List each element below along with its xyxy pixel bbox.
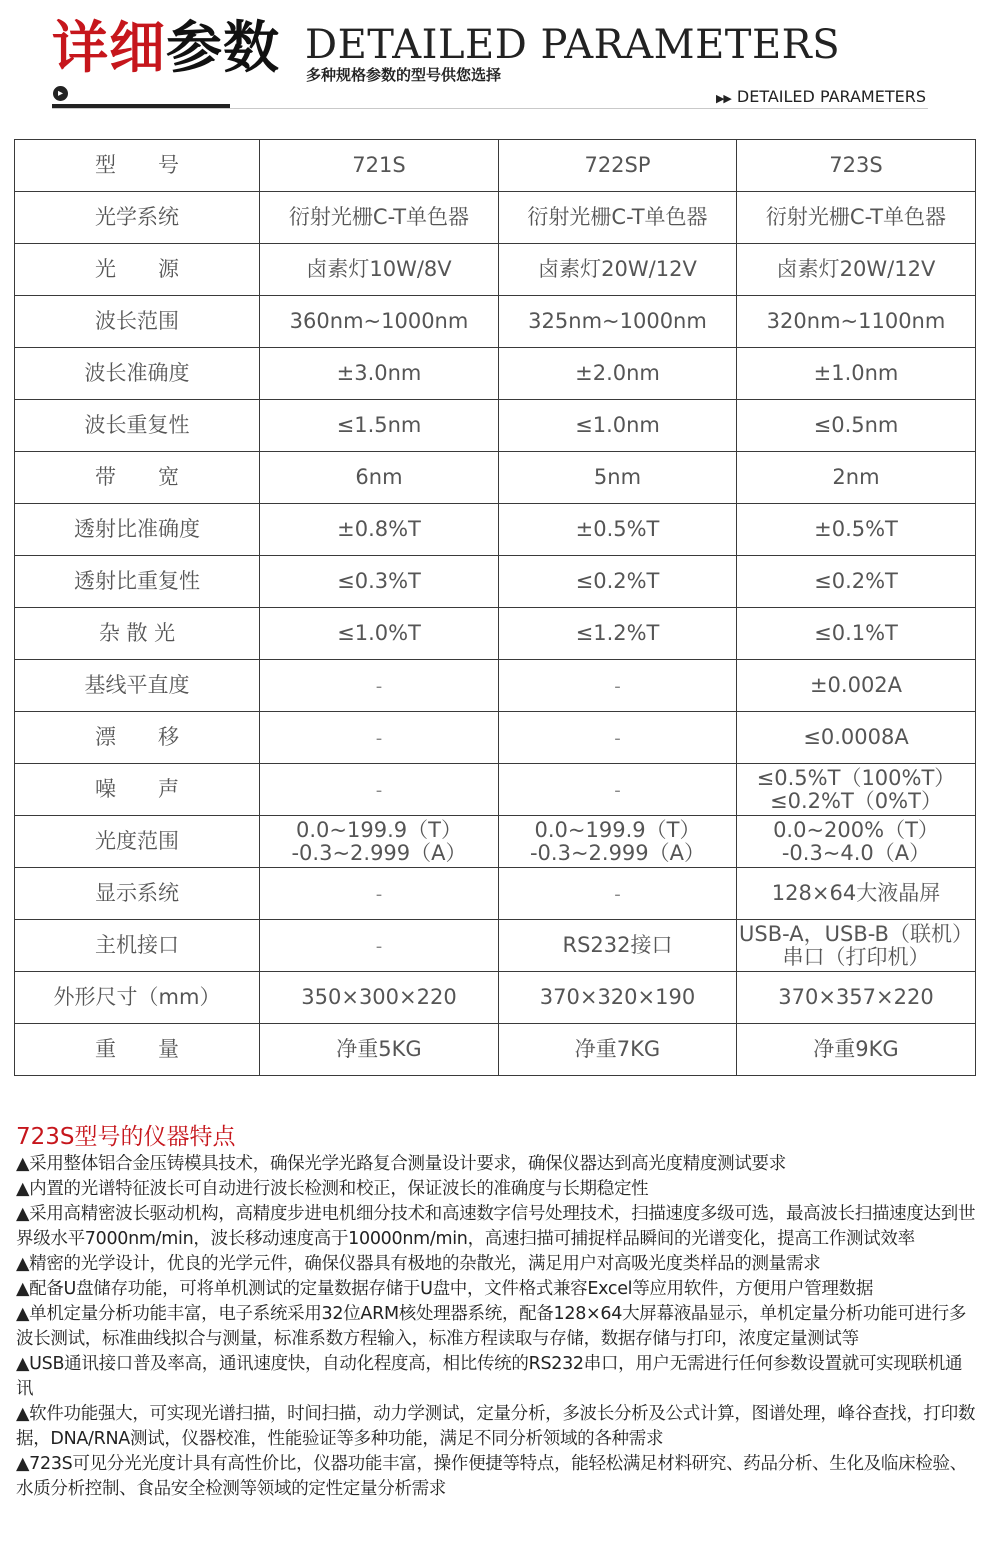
table-row bbox=[15, 868, 976, 920]
cell-c3 bbox=[737, 868, 976, 920]
cell-value: 370×357×220 bbox=[778, 985, 934, 1009]
cell-c1 bbox=[260, 348, 499, 400]
cell-c1 bbox=[260, 816, 499, 868]
cell-c3 bbox=[737, 296, 976, 348]
double-arrow-icon: ▶▶ bbox=[715, 92, 731, 105]
list-item: ▲精密的光学设计，优良的光学元件，确保仪器具有极地的杂散光，满足用户对高吸光度类样品的测量需求 bbox=[16, 1254, 821, 1274]
cell-c3 bbox=[737, 1024, 976, 1076]
cell-value: ≤1.0nm bbox=[575, 413, 660, 437]
cell-c2 bbox=[499, 972, 737, 1024]
list-item: ▲采用整体铝合金压铸模具技术，确保光学光路复合测量设计要求，确保仪器达到高光度精度测试要求 bbox=[16, 1154, 786, 1174]
table-row bbox=[15, 140, 976, 192]
cell-c3 bbox=[737, 556, 976, 608]
cell-value: ≤1.2%T bbox=[575, 621, 660, 645]
spec-table-body bbox=[15, 140, 976, 1076]
cell-c1 bbox=[260, 660, 499, 712]
cell-c2 bbox=[499, 556, 737, 608]
cell-c2 bbox=[499, 400, 737, 452]
row-label: 波长重复性 bbox=[15, 400, 260, 452]
cell-c2 bbox=[499, 244, 737, 296]
cell-c1 bbox=[260, 1024, 499, 1076]
cell-c2 bbox=[499, 764, 737, 816]
cell-c1 bbox=[260, 608, 499, 660]
cell-c1 bbox=[260, 192, 499, 244]
cell-c3 bbox=[737, 920, 976, 972]
table-row bbox=[15, 660, 976, 712]
cell-c1 bbox=[260, 452, 499, 504]
row-label: 波长准确度 bbox=[15, 348, 260, 400]
cell-value: - bbox=[614, 675, 621, 697]
cell-c3 bbox=[737, 192, 976, 244]
cell-c3 bbox=[737, 764, 976, 816]
row-label: 波长范围 bbox=[15, 296, 260, 348]
header-title-cn bbox=[52, 14, 280, 84]
cell-c2 bbox=[499, 1024, 737, 1076]
cell-c1 bbox=[260, 140, 499, 192]
header-right-text: DETAILED PARAMETERS bbox=[736, 87, 926, 106]
table-row bbox=[15, 348, 976, 400]
cell-value: ±3.0nm bbox=[336, 361, 422, 385]
cell-c1 bbox=[260, 868, 499, 920]
table-row bbox=[15, 244, 976, 296]
arrow-circle-icon: ▸ bbox=[53, 86, 68, 101]
cell-value: ≤0.2%T bbox=[814, 569, 898, 593]
table-row bbox=[15, 452, 976, 504]
table-row bbox=[15, 1024, 976, 1076]
features-list bbox=[16, 1152, 978, 1502]
table-row bbox=[15, 972, 976, 1024]
cell-value: 360nm~1000nm bbox=[289, 309, 469, 333]
row-label: 基线平直度 bbox=[15, 660, 260, 712]
cell-c3 bbox=[737, 608, 976, 660]
row-label: 噪 声 bbox=[15, 764, 260, 816]
header-title-red: 详细 bbox=[52, 16, 166, 81]
table-row bbox=[15, 556, 976, 608]
cell-c1 bbox=[260, 972, 499, 1024]
cell-c1 bbox=[260, 556, 499, 608]
cell-c2 bbox=[499, 504, 737, 556]
cell-value: 6nm bbox=[355, 465, 403, 489]
row-label: 透射比重复性 bbox=[15, 556, 260, 608]
cell-c3 bbox=[737, 816, 976, 868]
cell-c1 bbox=[260, 712, 499, 764]
cell-value: 320nm~1100nm bbox=[766, 309, 946, 333]
cell-c2 bbox=[499, 920, 737, 972]
cell-line: USB-A，USB-B（联机） bbox=[739, 921, 973, 946]
cell-line: 串口（打印机） bbox=[782, 944, 930, 969]
cell-value: 衍射光栅C-T单色器 bbox=[765, 205, 947, 229]
cell-c3 bbox=[737, 140, 976, 192]
cell-c2 bbox=[499, 140, 737, 192]
cell-c1 bbox=[260, 920, 499, 972]
table-row bbox=[15, 296, 976, 348]
cell-value: ≤0.5nm bbox=[813, 413, 899, 437]
cell-c1 bbox=[260, 504, 499, 556]
row-label: 杂 散 光 bbox=[15, 608, 260, 660]
cell-c2 bbox=[499, 660, 737, 712]
cell-value: ±0.5%T bbox=[575, 517, 660, 541]
cell-value: ±0.002A bbox=[809, 673, 903, 697]
cell-line: -0.3~2.999（A） bbox=[291, 840, 467, 865]
list-item: ▲配备U盘储存功能，可将单机测试的定量数据存储于U盘中，文件格式兼容Excel等应用软件，方便用户管理数据 bbox=[16, 1279, 874, 1299]
cell-c2 bbox=[499, 348, 737, 400]
cell-value: 卤素灯20W/12V bbox=[538, 257, 697, 281]
list-item: ▲USB通讯接口普及率高，通讯速度快，自动化程度高，相比传统的RS232串口，用户无需进行任何参数设置就可实现联机通讯 bbox=[16, 1354, 963, 1399]
header-subtitle: 多种规格参数的型号供您选择 bbox=[306, 66, 502, 84]
row-label: 光学系统 bbox=[15, 192, 260, 244]
cell-c3 bbox=[737, 452, 976, 504]
cell-c2 bbox=[499, 712, 737, 764]
cell-value: 325nm~1000nm bbox=[528, 309, 707, 333]
cell-value: 370×320×190 bbox=[539, 985, 696, 1009]
cell-value: 卤素灯10W/8V bbox=[306, 257, 452, 281]
header-title-en: DETAILED PARAMETERS bbox=[305, 22, 841, 68]
cell-value: ±0.5%T bbox=[814, 517, 898, 541]
cell-value: - bbox=[375, 883, 383, 905]
row-label: 光 源 bbox=[15, 244, 260, 296]
cell-value: ±2.0nm bbox=[575, 361, 660, 385]
list-item: ▲软件功能强大，可实现光谱扫描，时间扫描，动力学测试，定量分析，多波长分析及公式计算，图谱处理，峰谷查找，打印数据，DNA/RNA测试，仪器校准，性能验证等多种功能，满足不同分析领域的各种需求 bbox=[16, 1404, 976, 1449]
cell-c3 bbox=[737, 712, 976, 764]
cell-c1 bbox=[260, 400, 499, 452]
cell-line: 0.0~199.9（T） bbox=[296, 817, 462, 842]
cell-value: - bbox=[375, 779, 383, 801]
cell-c3 bbox=[737, 504, 976, 556]
header-divider bbox=[52, 108, 928, 109]
row-label: 漂 移 bbox=[15, 712, 260, 764]
cell-line: ≤0.2%T（0%T） bbox=[770, 788, 942, 813]
cell-value: ±0.8%T bbox=[337, 517, 421, 541]
cell-value: RS232接口 bbox=[562, 933, 673, 957]
table-row bbox=[15, 816, 976, 868]
header-right-label bbox=[716, 87, 926, 106]
cell-c3 bbox=[737, 348, 976, 400]
cell-c1 bbox=[260, 764, 499, 816]
cell-value: ≤0.0008A bbox=[803, 725, 909, 749]
cell-value: - bbox=[375, 727, 383, 749]
row-label: 重 量 bbox=[15, 1024, 260, 1076]
cell-c3 bbox=[737, 244, 976, 296]
cell-line: 0.0~199.9（T） bbox=[534, 817, 701, 842]
cell-value: 128×64大液晶屏 bbox=[771, 881, 941, 905]
cell-value: 净重7KG bbox=[574, 1037, 661, 1061]
cell-line: ≤0.5%T（100%T） bbox=[756, 765, 956, 790]
cell-value: 722SP bbox=[584, 153, 651, 177]
cell-c2 bbox=[499, 192, 737, 244]
cell-value: - bbox=[614, 727, 621, 749]
cell-line: -0.3~4.0（A） bbox=[781, 840, 931, 865]
row-label: 带 宽 bbox=[15, 452, 260, 504]
cell-value: - bbox=[614, 883, 621, 905]
table-row bbox=[15, 920, 976, 972]
cell-line: 0.0~200%（T） bbox=[773, 817, 939, 842]
table-row bbox=[15, 712, 976, 764]
cell-value: 卤素灯20W/12V bbox=[776, 257, 936, 281]
cell-value: - bbox=[614, 779, 621, 801]
cell-c2 bbox=[499, 868, 737, 920]
cell-value: ≤0.1%T bbox=[814, 621, 898, 645]
cell-value: 衍射光栅C-T单色器 bbox=[288, 205, 470, 229]
list-item: ▲单机定量分析功能丰富，电子系统采用32位ARM核处理器系统，配备128×64大屏幕液晶显示，单机定量分析功能可进行多波长测试，标准曲线拟合与测量，标准系数方程输入，标准方程读取与存储，数据存储与打印，浓度定量测试等 bbox=[16, 1304, 967, 1349]
cell-value: 5nm bbox=[593, 465, 642, 489]
row-label: 主机接口 bbox=[15, 920, 260, 972]
spec-table bbox=[14, 139, 976, 1076]
list-item: ▲内置的光谱特征波长可自动进行波长检测和校正，保证波长的准确度与长期稳定性 bbox=[16, 1179, 649, 1199]
cell-value: 350×300×220 bbox=[301, 985, 457, 1009]
table-row bbox=[15, 192, 976, 244]
cell-value: - bbox=[375, 935, 383, 957]
cell-c1 bbox=[260, 244, 499, 296]
table-row bbox=[15, 400, 976, 452]
cell-c1 bbox=[260, 296, 499, 348]
cell-c3 bbox=[737, 400, 976, 452]
cell-value: 衍射光栅C-T单色器 bbox=[527, 205, 708, 229]
cell-value: - bbox=[375, 675, 383, 697]
row-label: 显示系统 bbox=[15, 868, 260, 920]
cell-c2 bbox=[499, 816, 737, 868]
cell-value: ≤1.0%T bbox=[337, 621, 421, 645]
cell-line: -0.3~2.999（A） bbox=[529, 840, 706, 865]
table-row bbox=[15, 608, 976, 660]
cell-value: 净重9KG bbox=[813, 1037, 899, 1061]
cell-value: 2nm bbox=[832, 465, 880, 489]
cell-c3 bbox=[737, 660, 976, 712]
cell-value: 净重5KG bbox=[336, 1037, 422, 1061]
cell-c2 bbox=[499, 296, 737, 348]
cell-value: ≤1.5nm bbox=[336, 413, 422, 437]
cell-value: ±1.0nm bbox=[813, 361, 899, 385]
cell-c3 bbox=[737, 972, 976, 1024]
cell-value: ≤0.3%T bbox=[337, 569, 421, 593]
list-item: ▲采用高精密波长驱动机构，高精度步进电机细分技术和高速数字信号处理技术，扫描速度多级可选，最高波长扫描速度达到世界级水平7000nm/min，波长移动速度高于10000nm/min，高速扫描可捕捉样品瞬间的光谱变化，提高工作测试效率 bbox=[16, 1204, 976, 1249]
cell-value: 721S bbox=[352, 153, 406, 177]
features-title: 723S型号的仪器特点 bbox=[16, 1124, 236, 1150]
cell-value: ≤0.2%T bbox=[575, 569, 660, 593]
list-item: ▲723S可见分光光度计具有高性价比，仪器功能丰富，操作便捷等特点，能轻松满足材料研究、药品分析、生化及临床检验、水质分析控制、食品安全检测等领域的定性定量分析需求 bbox=[16, 1454, 967, 1499]
cell-c2 bbox=[499, 452, 737, 504]
row-label: 型 号 bbox=[15, 140, 260, 192]
row-label: 光度范围 bbox=[15, 816, 260, 868]
cell-c2 bbox=[499, 608, 737, 660]
cell-value: 723S bbox=[829, 153, 883, 177]
table-row bbox=[15, 504, 976, 556]
row-label: 透射比准确度 bbox=[15, 504, 260, 556]
header-title-black: 参数 bbox=[166, 16, 280, 81]
table-row bbox=[15, 764, 976, 816]
row-label: 外形尺寸（mm） bbox=[15, 972, 260, 1024]
